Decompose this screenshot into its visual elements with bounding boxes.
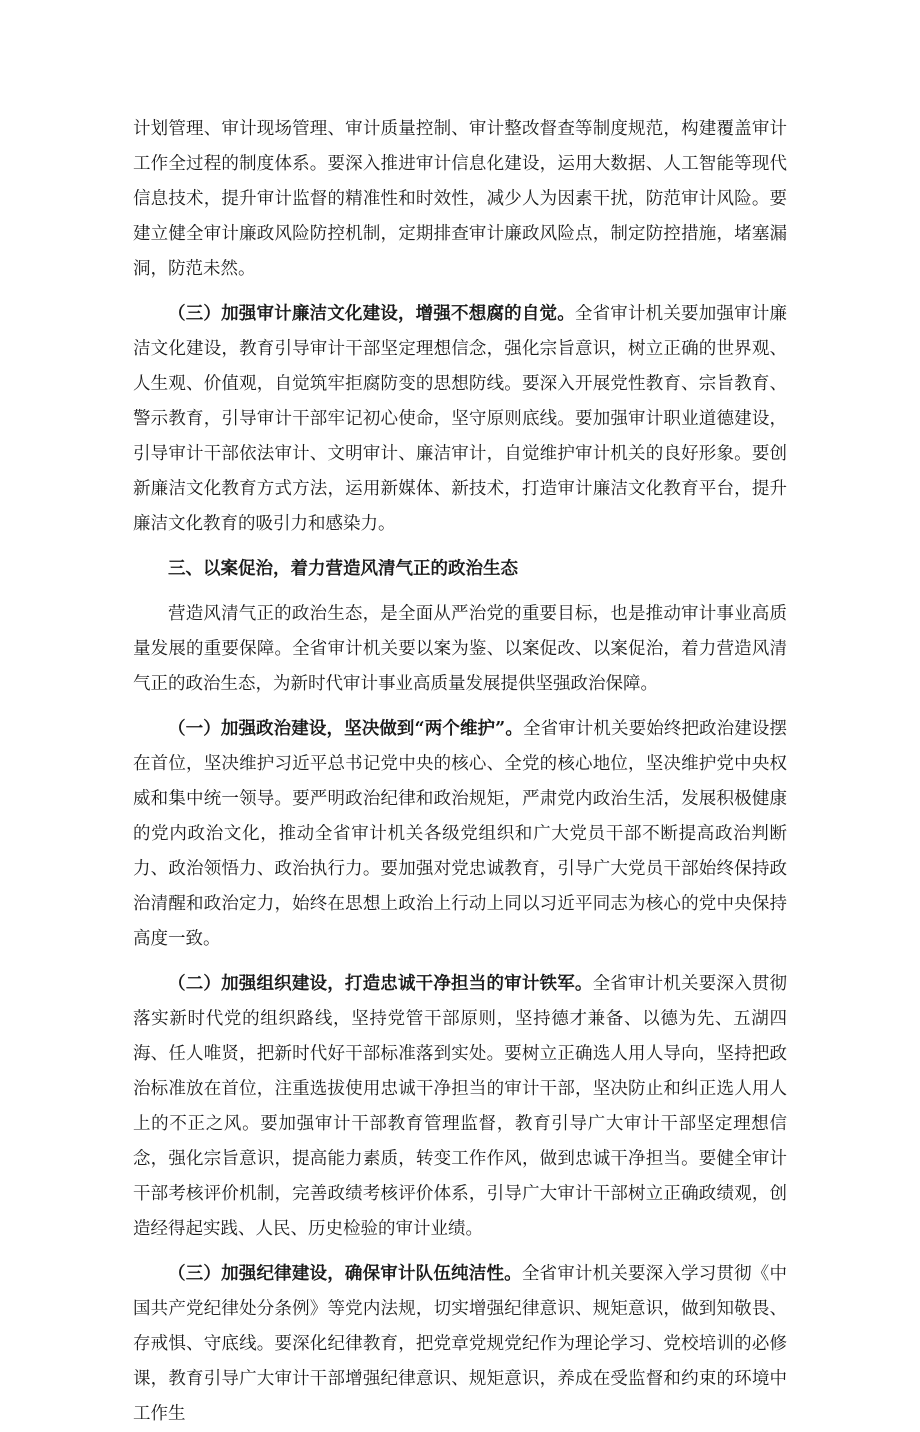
paragraph-lead: （一）加强政治建设，坚决做到“两个维护”。	[168, 719, 523, 739]
paragraph-text: 营造风清气正的政治生态，是全面从严治党的重要目标，也是推动审计事业高质量发展的重要保障。全省审计机关要以案为鉴、以案促改、以案促治，着力营造风清气正的政治生态，为新时代审计事业高质量发展提供坚强政治保障。	[133, 604, 787, 694]
paragraph-text: 全省审计机关要深入学习贯彻《中国共产党纪律处分条例》等党内法规，切实增强纪律意识、规矩意识，做到知敬畏、存戒惧、守底线。要深化纪律教育，把党章党规党纪作为理论学习、党校培训的必修课，教育引导广大审计干部增强纪律意识、规矩意识，养成在受监督和约束的环境中工作生	[133, 1264, 788, 1424]
paragraph-text: 计划管理、审计现场管理、审计质量控制、审计整改督查等制度规范，构建覆盖审计工作全过程的制度体系。要深入推进审计信息化建设，运用大数据、人工智能等现代信息技术，提升审计监督的精准性和时效性，减少人为因素干扰，防范审计风险。要建立健全审计廉政风险防控机制，定期排查审计廉政风险点，制定防控措施，堵塞漏洞，防范未然。	[133, 119, 787, 279]
paragraph-lead: （三）加强纪律建设，确保审计队伍纯洁性。	[168, 1264, 522, 1284]
paragraph-political-building	[133, 712, 787, 957]
section-heading: 三、以案促治，着力营造风清气正的政治生态	[168, 559, 518, 579]
paragraph-text: 全省审计机关要始终把政治建设摆在首位，坚决维护习近平总书记党中央的核心、全党的核心地位，坚决维护党中央权威和集中统一领导。要严明政治纪律和政治规矩，严肃党内政治生活，发展积极健康的党内政治文化，推动全省审计机关各级党组织和广大党员干部不断提高政治判断力、政治领悟力、政治执行力。要加强对党忠诚教育，引导广大党员干部始终保持政治清醒和政治定力，始终在思想上政治上行动上同以习近平同志为核心的党中央保持高度一致。	[133, 719, 787, 949]
paragraph-audit-integrity-culture	[133, 297, 787, 542]
paragraph-lead: （三）加强审计廉洁文化建设，增强不想腐的自觉。	[168, 304, 575, 324]
paragraph-organization-building	[133, 967, 787, 1247]
paragraph-text: 全省审计机关要加强审计廉洁文化建设，教育引导审计干部坚定理想信念，强化宗旨意识，树立正确的世界观、人生观、价值观，自觉筑牢拒腐防变的思想防线。要深入开展党性教育、宗旨教育、警示教育，引导审计干部牢记初心使命，坚守原则底线。要加强审计职业道德建设，引导审计干部依法审计、文明审计、廉洁审计，自觉维护审计机关的良好形象。要创新廉洁文化教育方式方法，运用新媒体、新技术，打造审计廉洁文化教育平台，提升廉洁文化教育的吸引力和感染力。	[133, 304, 788, 534]
paragraph-lead: （二）加强组织建设，打造忠诚干净担当的审计铁军。	[168, 974, 593, 994]
paragraph-text: 全省审计机关要深入贯彻落实新时代党的组织路线，坚持党管干部原则，坚持德才兼备、以德为先、五湖四海、任人唯贤，把新时代好干部标准落到实处。要树立正确选人用人导向，坚持把政治标准放在首位，注重选拔使用忠诚干净担当的审计干部，坚决防止和纠正选人用人上的不正之风。要加强审计干部教育管理监督，教育引导广大审计干部坚定理想信念，强化宗旨意识，提高能力素质，转变工作作风，做到忠诚干净担当。要健全审计干部考核评价机制，完善政绩考核评价体系，引导广大审计干部树立正确政绩观，创造经得起实践、人民、历史检验的审计业绩。	[133, 974, 788, 1239]
paragraph-continued	[133, 112, 787, 287]
paragraph-political-ecology	[133, 597, 787, 702]
paragraph-discipline-building	[133, 1257, 787, 1432]
